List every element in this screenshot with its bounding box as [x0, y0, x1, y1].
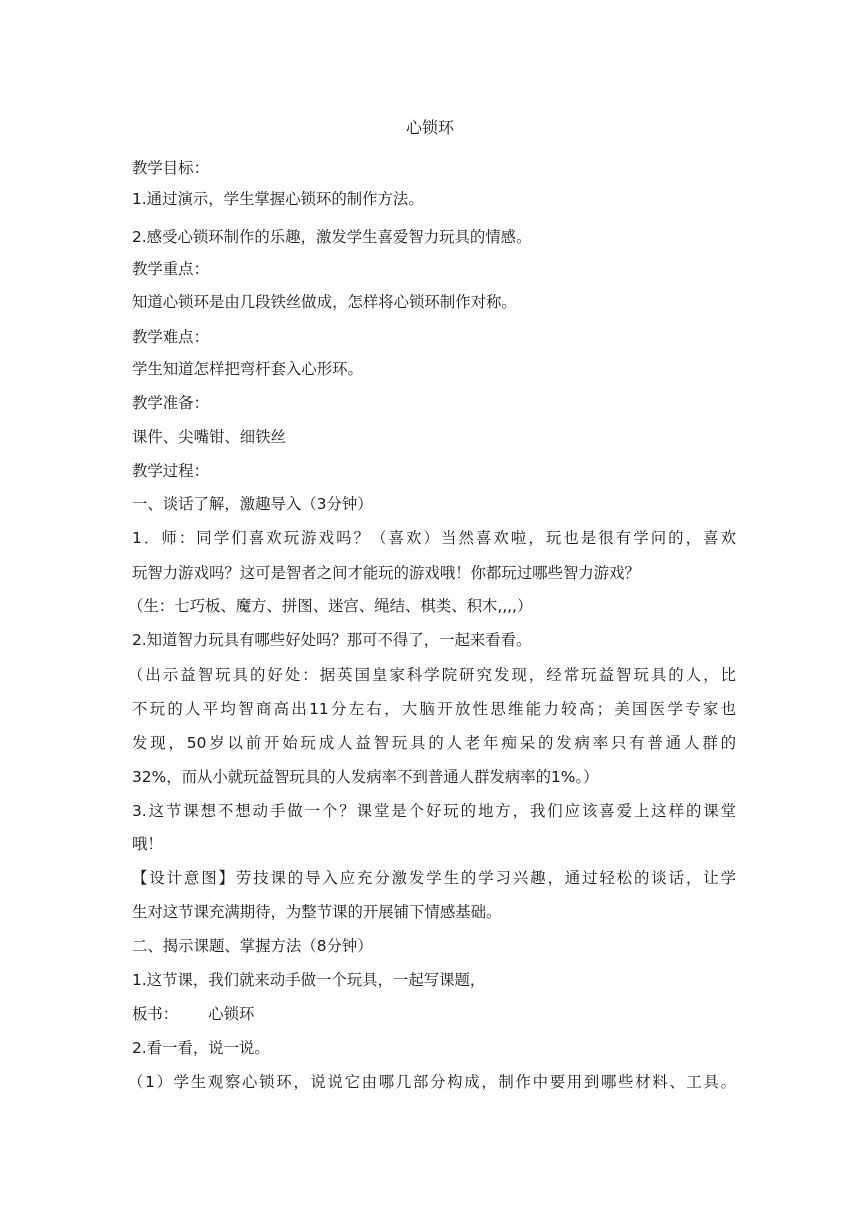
section-heading-goals: 教学目标： — [132, 159, 209, 177]
board-label: 板书： — [132, 1005, 179, 1023]
paragraph-line: 1.通过演示，学生掌握心锁环的制作方法。 — [132, 190, 424, 208]
paragraph-line: 2.知道智力玩具有哪些好处吗？那可不得了，一起来看看。 — [132, 631, 532, 649]
paragraph-line: 1．师：同学们喜欢玩游戏吗？（喜欢）当然喜欢啦，玩也是很有学问的，喜欢 — [132, 529, 736, 547]
section-heading-process: 教学过程： — [132, 462, 209, 480]
board-writing-line — [132, 1002, 736, 1026]
paragraph-line: 32%，而从小就玩益智玩具的人发病率不到普通人群发病率的1%。） — [132, 768, 599, 786]
section-heading-preparation: 教学准备： — [132, 394, 209, 412]
subsection-heading-intro: 一、谈话了解，激趣导入（3分钟） — [132, 495, 373, 513]
paragraph-line: 课件、尖嘴钳、细铁丝 — [132, 428, 286, 446]
section-heading-key-points: 教学重点： — [132, 260, 209, 278]
paragraph-line: 知道心锁环是由几段铁丝做成，怎样将心锁环制作对称。 — [132, 293, 517, 311]
subsection-heading-reveal: 二、揭示课题、掌握方法（8分钟） — [132, 937, 373, 955]
document-title: 心锁环 — [405, 118, 454, 137]
design-intent-line: 【设计意图】劳技课的导入应充分激发学生的学习兴趣，通过轻松的谈话，让学 — [132, 869, 736, 887]
paragraph-line: 2.看一看，说一说。 — [132, 1039, 270, 1057]
paragraph-line: 玩智力游戏吗？这可是智者之间才能玩的游戏哦！你都玩过哪些智力游戏？ — [132, 564, 640, 582]
design-intent-line: 生对这节课充满期待，为整节课的开展铺下情感基础。 — [132, 903, 502, 921]
paragraph-line: （出示益智玩具的好处：据英国皇家科学院研究发现，经常玩益智玩具的人，比 — [128, 666, 736, 684]
paragraph-line: （生：七巧板、魔方、拼图、迷宫、绳结、棋类、积木,,,,） — [128, 597, 533, 615]
paragraph-line: 不玩的人平均智商高出11分左右，大脑开放性思维能力较高；美国医学专家也 — [132, 700, 736, 718]
paragraph-line: （1）学生观察心锁环，说说它由哪几部分构成，制作中要用到哪些材料、工具。 — [128, 1073, 736, 1091]
paragraph-line: 发现，50岁以前开始玩成人益智玩具的人老年痴呆的发病率只有普通人群的 — [132, 734, 736, 752]
paragraph-line: 2.感受心锁环制作的乐趣，激发学生喜爱智力玩具的情感。 — [132, 228, 532, 246]
paragraph-line: 1.这节课，我们就来动手做一个玩具，一起写课题， — [132, 971, 486, 989]
section-heading-difficulties: 教学难点： — [132, 328, 209, 346]
paragraph-line: 3.这节课想不想动手做一个？课堂是个好玩的地方，我们应该喜爱上这样的课堂 — [132, 802, 736, 820]
paragraph-line: 学生知道怎样把弯杆套入心形环。 — [132, 360, 363, 378]
board-title: 心锁环 — [208, 1005, 255, 1023]
paragraph-line: 哦！ — [132, 835, 163, 853]
